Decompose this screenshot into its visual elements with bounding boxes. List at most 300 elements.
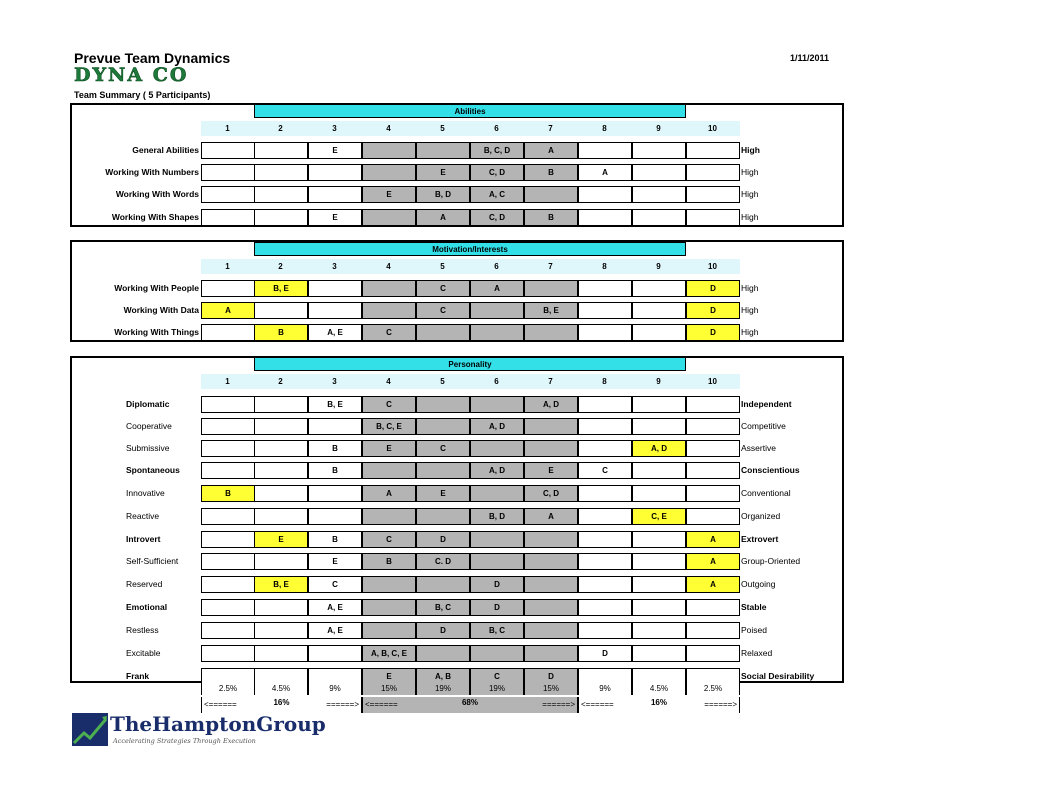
row-right-label: High bbox=[741, 189, 759, 199]
row-right-label: Independent bbox=[741, 399, 792, 409]
score-cell: A, E bbox=[308, 324, 362, 341]
row-label: Frank bbox=[126, 671, 150, 681]
score-cell: A bbox=[524, 142, 578, 159]
column-number: 9 bbox=[656, 377, 661, 386]
score-cell bbox=[308, 508, 362, 525]
score-cell: D bbox=[686, 280, 740, 297]
score-cell: B bbox=[524, 164, 578, 181]
score-cell: A, D bbox=[524, 396, 578, 413]
score-cell bbox=[470, 324, 524, 341]
score-cell bbox=[632, 418, 686, 435]
score-cell bbox=[632, 531, 686, 548]
score-cell: B bbox=[362, 553, 416, 570]
score-cell bbox=[578, 508, 632, 525]
score-cell bbox=[632, 599, 686, 616]
score-cell bbox=[578, 576, 632, 593]
score-cell bbox=[254, 645, 308, 662]
arrow-left: <====== bbox=[204, 700, 237, 709]
score-cell bbox=[524, 280, 578, 297]
score-cell: A, E bbox=[308, 599, 362, 616]
score-cell bbox=[686, 440, 740, 457]
score-cell bbox=[470, 531, 524, 548]
score-cell: B bbox=[524, 209, 578, 226]
score-cell bbox=[524, 553, 578, 570]
score-cell: A bbox=[362, 485, 416, 502]
score-cell: A, D bbox=[470, 462, 524, 479]
score-cell bbox=[578, 280, 632, 297]
row-right-label: High bbox=[741, 305, 759, 315]
score-cell bbox=[632, 396, 686, 413]
score-cell bbox=[686, 599, 740, 616]
hampton-group-logo-text: TheHamptonGroup bbox=[110, 712, 326, 736]
row-right-label: High bbox=[741, 283, 759, 293]
column-number: 10 bbox=[708, 124, 717, 133]
score-cell bbox=[578, 531, 632, 548]
score-cell: C bbox=[578, 462, 632, 479]
score-cell bbox=[578, 599, 632, 616]
score-cell bbox=[362, 622, 416, 639]
score-cell bbox=[308, 186, 362, 203]
score-cell bbox=[470, 485, 524, 502]
score-cell bbox=[524, 645, 578, 662]
row-label: Working With Words bbox=[115, 189, 199, 199]
row-label: Introvert bbox=[126, 534, 161, 544]
score-cell bbox=[308, 418, 362, 435]
score-cell bbox=[362, 599, 416, 616]
row-label: Working With Shapes bbox=[111, 212, 199, 222]
column-number: 10 bbox=[708, 377, 717, 386]
score-cell bbox=[201, 576, 255, 593]
score-cell bbox=[470, 553, 524, 570]
score-cell: B, E bbox=[254, 576, 308, 593]
score-cell bbox=[416, 576, 470, 593]
score-cell bbox=[686, 668, 740, 685]
score-cell: D bbox=[686, 324, 740, 341]
section-panel-abilities bbox=[70, 103, 844, 227]
section-title: Motivation/Interests bbox=[254, 242, 686, 256]
score-cell bbox=[632, 164, 686, 181]
distribution-group bbox=[578, 697, 740, 713]
percentage-label: 2.5% bbox=[201, 684, 255, 695]
percentage-label: 15% bbox=[524, 684, 578, 695]
score-cell bbox=[578, 622, 632, 639]
score-cell bbox=[578, 324, 632, 341]
row-label: Cooperative bbox=[126, 421, 172, 431]
score-cell: B, D bbox=[416, 186, 470, 203]
score-cell: D bbox=[470, 599, 524, 616]
score-cell bbox=[632, 186, 686, 203]
score-cell: A bbox=[686, 531, 740, 548]
score-cell bbox=[201, 164, 255, 181]
column-number: 7 bbox=[548, 124, 553, 133]
column-number: 7 bbox=[548, 377, 553, 386]
score-cell: A, D bbox=[632, 440, 686, 457]
score-cell bbox=[201, 142, 255, 159]
column-number: 5 bbox=[440, 377, 445, 386]
row-label: Spontaneous bbox=[126, 465, 180, 475]
score-cell bbox=[524, 324, 578, 341]
percentage-label: 19% bbox=[416, 684, 470, 695]
column-number: 1 bbox=[225, 262, 230, 271]
score-cell bbox=[632, 485, 686, 502]
company-name: DYNA CO bbox=[74, 64, 189, 86]
score-cell bbox=[686, 396, 740, 413]
score-cell: A, E bbox=[308, 622, 362, 639]
score-cell: E bbox=[308, 142, 362, 159]
score-cell: B bbox=[254, 324, 308, 341]
score-cell: A, D bbox=[470, 418, 524, 435]
score-cell: C bbox=[416, 440, 470, 457]
score-cell: B bbox=[308, 531, 362, 548]
score-cell: A bbox=[686, 576, 740, 593]
score-cell bbox=[201, 209, 255, 226]
score-cell bbox=[362, 164, 416, 181]
score-cell bbox=[254, 553, 308, 570]
column-number: 6 bbox=[494, 377, 499, 386]
row-right-label: Outgoing bbox=[741, 579, 776, 589]
row-label: Working With Things bbox=[114, 327, 199, 337]
score-cell bbox=[201, 324, 255, 341]
row-right-label: High bbox=[741, 327, 759, 337]
score-cell: C, E bbox=[632, 508, 686, 525]
score-cell: B, C, D bbox=[470, 142, 524, 159]
score-cell bbox=[686, 186, 740, 203]
score-cell bbox=[578, 209, 632, 226]
score-cell bbox=[686, 164, 740, 181]
column-number: 6 bbox=[494, 124, 499, 133]
score-cell: A bbox=[524, 508, 578, 525]
percentage-label: 4.5% bbox=[254, 684, 308, 695]
score-cell bbox=[254, 396, 308, 413]
row-label: Reactive bbox=[126, 511, 160, 521]
score-cell bbox=[362, 142, 416, 159]
score-cell: C bbox=[362, 324, 416, 341]
column-number: 8 bbox=[602, 377, 607, 386]
score-cell bbox=[686, 485, 740, 502]
score-cell: B, C, E bbox=[362, 418, 416, 435]
arrow-right: ======> bbox=[704, 700, 737, 709]
row-label: Excitable bbox=[126, 648, 161, 658]
column-number: 4 bbox=[386, 377, 391, 386]
score-cell bbox=[201, 599, 255, 616]
score-cell bbox=[362, 209, 416, 226]
percentage-label: 19% bbox=[470, 684, 524, 695]
column-number: 5 bbox=[440, 262, 445, 271]
row-right-label: Organized bbox=[741, 511, 781, 521]
score-cell: B, C bbox=[416, 599, 470, 616]
score-cell: E bbox=[362, 186, 416, 203]
row-right-label: Group-Oriented bbox=[741, 556, 801, 566]
score-cell bbox=[362, 576, 416, 593]
score-cell: C. D bbox=[416, 553, 470, 570]
column-number: 8 bbox=[602, 124, 607, 133]
section-panel-personality bbox=[70, 356, 844, 683]
column-number: 9 bbox=[656, 124, 661, 133]
hampton-logo-icon bbox=[72, 713, 108, 746]
score-cell bbox=[416, 142, 470, 159]
row-label: Self-Sufficient bbox=[126, 556, 179, 566]
column-number: 9 bbox=[656, 262, 661, 271]
score-cell: C bbox=[362, 396, 416, 413]
score-cell bbox=[201, 418, 255, 435]
score-cell: B, E bbox=[524, 302, 578, 319]
score-cell bbox=[201, 668, 255, 685]
score-cell bbox=[524, 576, 578, 593]
score-cell bbox=[201, 462, 255, 479]
row-right-label: Poised bbox=[741, 625, 767, 635]
score-cell bbox=[201, 440, 255, 457]
score-cell bbox=[632, 280, 686, 297]
score-cell bbox=[416, 324, 470, 341]
score-cell bbox=[416, 508, 470, 525]
score-cell bbox=[686, 508, 740, 525]
score-cell: C, D bbox=[524, 485, 578, 502]
score-cell: E bbox=[416, 164, 470, 181]
score-cell bbox=[470, 440, 524, 457]
score-cell: E bbox=[254, 531, 308, 548]
score-cell bbox=[201, 396, 255, 413]
score-cell: E bbox=[308, 209, 362, 226]
score-cell bbox=[308, 164, 362, 181]
score-cell bbox=[578, 440, 632, 457]
team-summary-label: Team Summary ( 5 Participants) bbox=[74, 90, 211, 100]
row-right-label: Extrovert bbox=[741, 534, 779, 544]
row-right-label: High bbox=[741, 145, 760, 155]
percentage-label: 2.5% bbox=[686, 684, 740, 695]
row-right-label: Stable bbox=[741, 602, 767, 612]
score-cell: D bbox=[578, 645, 632, 662]
score-cell bbox=[524, 622, 578, 639]
row-label: General Abilities bbox=[132, 145, 199, 155]
score-cell bbox=[254, 508, 308, 525]
score-cell bbox=[362, 302, 416, 319]
score-cell bbox=[578, 302, 632, 319]
score-cell: C bbox=[362, 531, 416, 548]
score-cell bbox=[632, 142, 686, 159]
column-number: 10 bbox=[708, 262, 717, 271]
score-cell bbox=[416, 396, 470, 413]
column-number: 5 bbox=[440, 124, 445, 133]
row-label: Emotional bbox=[126, 602, 168, 612]
score-cell: B, E bbox=[254, 280, 308, 297]
score-cell: A bbox=[578, 164, 632, 181]
score-cell bbox=[254, 599, 308, 616]
row-right-label: Assertive bbox=[741, 443, 776, 453]
score-cell bbox=[201, 553, 255, 570]
column-number: 3 bbox=[332, 377, 337, 386]
percentage-label: 9% bbox=[578, 684, 632, 695]
score-cell: E bbox=[308, 553, 362, 570]
row-label: Working With Data bbox=[123, 305, 199, 315]
score-cell bbox=[254, 186, 308, 203]
score-cell bbox=[254, 622, 308, 639]
score-cell bbox=[632, 462, 686, 479]
percentage-label: 4.5% bbox=[632, 684, 686, 695]
section-title: Abilities bbox=[254, 104, 686, 118]
score-cell: A, B, C, E bbox=[362, 645, 416, 662]
row-label: Innovative bbox=[126, 488, 165, 498]
score-cell bbox=[254, 485, 308, 502]
score-cell: B, E bbox=[308, 396, 362, 413]
score-cell: B, D bbox=[470, 508, 524, 525]
row-label: Reserved bbox=[126, 579, 163, 589]
score-cell bbox=[578, 396, 632, 413]
score-cell bbox=[632, 576, 686, 593]
score-cell bbox=[201, 186, 255, 203]
score-cell bbox=[632, 622, 686, 639]
score-cell bbox=[578, 418, 632, 435]
score-cell bbox=[524, 418, 578, 435]
column-number: 2 bbox=[278, 377, 283, 386]
score-cell bbox=[254, 668, 308, 685]
score-cell bbox=[632, 302, 686, 319]
row-right-label: Social Desirability bbox=[741, 671, 815, 681]
score-cell bbox=[254, 142, 308, 159]
score-cell bbox=[686, 622, 740, 639]
score-cell bbox=[470, 645, 524, 662]
column-number: 3 bbox=[332, 262, 337, 271]
column-number: 6 bbox=[494, 262, 499, 271]
score-cell bbox=[308, 645, 362, 662]
score-cell bbox=[686, 462, 740, 479]
score-cell: D bbox=[416, 531, 470, 548]
score-cell bbox=[308, 485, 362, 502]
score-cell bbox=[254, 440, 308, 457]
score-cell bbox=[470, 396, 524, 413]
score-cell bbox=[578, 186, 632, 203]
score-cell bbox=[362, 462, 416, 479]
arrow-left: <====== bbox=[581, 700, 614, 709]
score-cell bbox=[686, 209, 740, 226]
score-cell bbox=[470, 302, 524, 319]
column-number: 3 bbox=[332, 124, 337, 133]
score-cell bbox=[254, 209, 308, 226]
score-cell bbox=[201, 645, 255, 662]
score-cell: A bbox=[686, 553, 740, 570]
score-cell: C bbox=[416, 302, 470, 319]
score-cell bbox=[686, 418, 740, 435]
distribution-group bbox=[201, 697, 362, 713]
score-cell: A bbox=[470, 280, 524, 297]
group-percentage: 16% bbox=[650, 698, 667, 707]
score-cell: E bbox=[416, 485, 470, 502]
percentage-label: 15% bbox=[362, 684, 416, 695]
score-cell bbox=[254, 302, 308, 319]
score-cell: B, C bbox=[470, 622, 524, 639]
score-cell bbox=[308, 302, 362, 319]
column-number: 8 bbox=[602, 262, 607, 271]
score-cell bbox=[578, 553, 632, 570]
arrow-right: ======> bbox=[542, 700, 575, 709]
score-cell bbox=[201, 280, 255, 297]
score-cell: E bbox=[362, 440, 416, 457]
row-right-label: Conventional bbox=[741, 488, 791, 498]
score-cell bbox=[632, 209, 686, 226]
score-cell: A bbox=[201, 302, 255, 319]
column-number: 1 bbox=[225, 124, 230, 133]
row-label: Working With People bbox=[114, 283, 199, 293]
score-cell bbox=[578, 668, 632, 685]
column-number: 2 bbox=[278, 262, 283, 271]
section-panel-motivation-interests bbox=[70, 240, 844, 342]
score-cell bbox=[524, 186, 578, 203]
column-number: 7 bbox=[548, 262, 553, 271]
row-label: Restless bbox=[126, 625, 159, 635]
group-percentage: 16% bbox=[273, 698, 290, 707]
score-cell: A, B bbox=[416, 668, 470, 685]
score-cell bbox=[308, 668, 362, 685]
hampton-group-tagline: Accelerating Strategies Through Execution bbox=[113, 737, 256, 745]
arrow-right: ======> bbox=[326, 700, 359, 709]
column-number: 4 bbox=[386, 262, 391, 271]
group-percentage: 68% bbox=[461, 698, 478, 707]
score-cell bbox=[254, 462, 308, 479]
score-cell bbox=[254, 418, 308, 435]
arrow-left: <====== bbox=[365, 700, 398, 709]
score-cell bbox=[578, 485, 632, 502]
score-cell bbox=[254, 164, 308, 181]
score-cell bbox=[201, 531, 255, 548]
score-cell bbox=[308, 280, 362, 297]
score-cell: C, D bbox=[470, 209, 524, 226]
score-cell: D bbox=[686, 302, 740, 319]
score-cell bbox=[416, 462, 470, 479]
row-right-label: Conscientious bbox=[741, 465, 800, 475]
report-date: 1/11/2011 bbox=[790, 53, 830, 63]
column-number: 4 bbox=[386, 124, 391, 133]
distribution-group bbox=[362, 697, 578, 713]
score-cell bbox=[524, 531, 578, 548]
score-cell: D bbox=[470, 576, 524, 593]
row-label: Submissive bbox=[126, 443, 170, 453]
report-title: Prevue Team Dynamics bbox=[74, 50, 231, 66]
score-cell bbox=[524, 599, 578, 616]
score-cell: B bbox=[201, 485, 255, 502]
score-cell bbox=[632, 668, 686, 685]
row-label: Diplomatic bbox=[126, 399, 170, 409]
score-cell bbox=[632, 645, 686, 662]
score-cell: C bbox=[308, 576, 362, 593]
score-cell bbox=[632, 553, 686, 570]
score-cell bbox=[201, 622, 255, 639]
score-cell: A bbox=[416, 209, 470, 226]
score-cell: B bbox=[308, 440, 362, 457]
score-cell bbox=[524, 440, 578, 457]
score-cell bbox=[416, 418, 470, 435]
percentage-label: 9% bbox=[308, 684, 362, 695]
score-cell bbox=[362, 280, 416, 297]
row-right-label: Competitive bbox=[741, 421, 786, 431]
score-cell: D bbox=[416, 622, 470, 639]
score-cell bbox=[686, 142, 740, 159]
score-cell bbox=[632, 324, 686, 341]
score-cell: C, D bbox=[470, 164, 524, 181]
score-cell: A, C bbox=[470, 186, 524, 203]
score-cell: C bbox=[416, 280, 470, 297]
column-number: 2 bbox=[278, 124, 283, 133]
section-title: Personality bbox=[254, 357, 686, 371]
score-cell bbox=[201, 508, 255, 525]
column-number: 1 bbox=[225, 377, 230, 386]
score-cell: E bbox=[524, 462, 578, 479]
score-cell bbox=[578, 142, 632, 159]
score-cell: B bbox=[308, 462, 362, 479]
score-cell: D bbox=[524, 668, 578, 685]
score-cell: C bbox=[470, 668, 524, 685]
score-cell bbox=[686, 645, 740, 662]
row-right-label: High bbox=[741, 212, 759, 222]
row-right-label: High bbox=[741, 167, 759, 177]
